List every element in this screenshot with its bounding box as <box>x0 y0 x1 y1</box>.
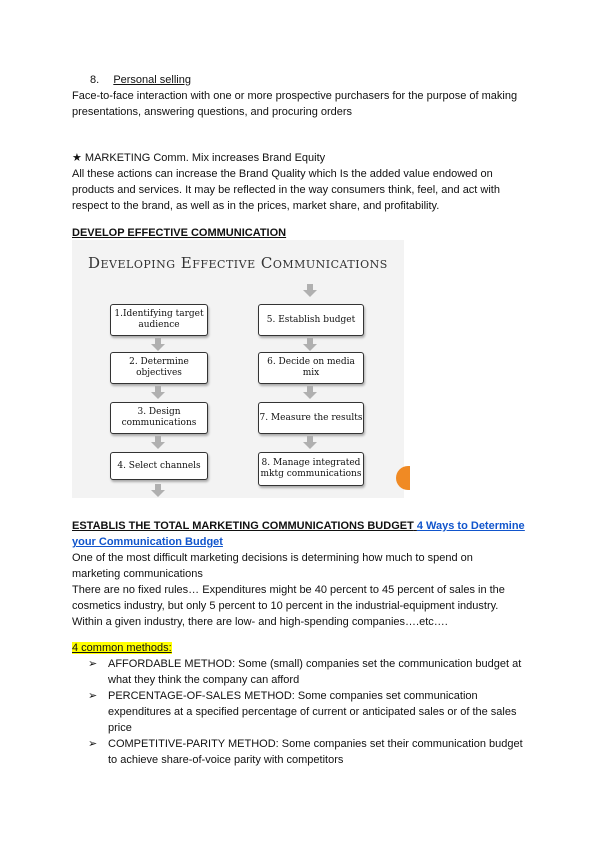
budget-link-part1[interactable]: 4 Ways to Determine <box>416 520 525 532</box>
communication-diagram <box>72 240 404 498</box>
list-item: ➢ AFFORDABLE METHOD: Some (small) companies set the communication budget at what they think the company can afford <box>88 658 522 686</box>
budget-line5: Within a given industry, there are low- and high-spending companies….etc…. <box>72 616 448 628</box>
equity-line1: All these actions can increase the Brand Quality which Is the added value endowed on <box>72 168 493 180</box>
methods-list <box>88 656 538 768</box>
step-box-8: 8. Manage integrated mktg communications <box>258 452 364 486</box>
step-box-1: 1.Identifying target audience <box>110 304 208 336</box>
section8-title: Personal selling <box>113 74 191 86</box>
diagram-title: Developing Effective Communications <box>88 254 388 272</box>
budget-line1: One of the most difficult marketing decisions is determining how much to spend on <box>72 552 473 564</box>
section8-number: 8. <box>90 74 100 86</box>
step-box-5: 5. Establish budget <box>258 304 364 336</box>
budget-line3: There are no fixed rules… Expenditures might be 40 percent to 45 percent of sales in the <box>72 584 505 596</box>
budget-line2: marketing communications <box>72 568 203 580</box>
methods-heading: 4 common methods: <box>72 642 172 654</box>
arrow-icon <box>303 290 317 297</box>
arrow-icon <box>151 344 165 351</box>
arrow-bullet-icon: ➢ <box>88 658 98 670</box>
arrow-icon <box>303 392 317 399</box>
arrow-bullet-icon: ➢ <box>88 738 98 750</box>
budget-link-line2 <box>72 534 532 550</box>
section8-heading <box>90 72 550 88</box>
budget-line4: cosmetics industry, but only 5 percent to 10 percent in the industrial-equipment industry. <box>72 600 499 612</box>
develop-heading: DEVELOP EFFECTIVE COMMUNICATION <box>72 227 287 239</box>
step-box-3: 3. Design communications <box>110 402 208 434</box>
budget-heading-text: ESTABLIS THE TOTAL MARKETING COMMUNICATIONS BUDGET <box>72 520 414 532</box>
step-box-2: 2. Determine objectives <box>110 352 208 384</box>
section8-line1: Face-to-face interaction with one or more prospective purchasers for the purpose of making <box>72 90 518 102</box>
step-box-6: 6. Decide on media mix <box>258 352 364 384</box>
list-item: ➢ PERCENTAGE-OF-SALES METHOD: Some companies set communication expenditures at a specified percentage of current or anticipated sales or of the sales price <box>88 690 517 734</box>
equity-line2: products and services. It may be reflected in the way consumers think, feel, and act with <box>72 184 500 196</box>
arrow-icon <box>303 442 317 449</box>
step-box-7: 7. Measure the results <box>258 402 364 434</box>
arrow-icon <box>151 392 165 399</box>
budget-heading <box>72 518 532 534</box>
step-box-4: 4. Select channels <box>110 452 208 480</box>
arrow-bullet-icon: ➢ <box>88 690 98 702</box>
equity-line3: respect to the brand, as well as in the prices, market share, and profitability. <box>72 200 440 212</box>
arrow-icon <box>151 442 165 449</box>
methods-heading-row <box>72 640 532 656</box>
arrow-icon <box>151 490 165 497</box>
list-item: ➢ COMPETITIVE-PARITY METHOD: Some companies set their communication budget to achieve share-of-voice parity with competitors <box>88 738 523 766</box>
budget-link-part2[interactable]: your Communication Budget <box>72 536 223 548</box>
section8-line2: presentations, answering questions, and procuring orders <box>72 106 353 118</box>
equity-heading: ★ MARKETING Comm. Mix increases Brand Equity <box>72 152 326 164</box>
arrow-icon <box>303 344 317 351</box>
